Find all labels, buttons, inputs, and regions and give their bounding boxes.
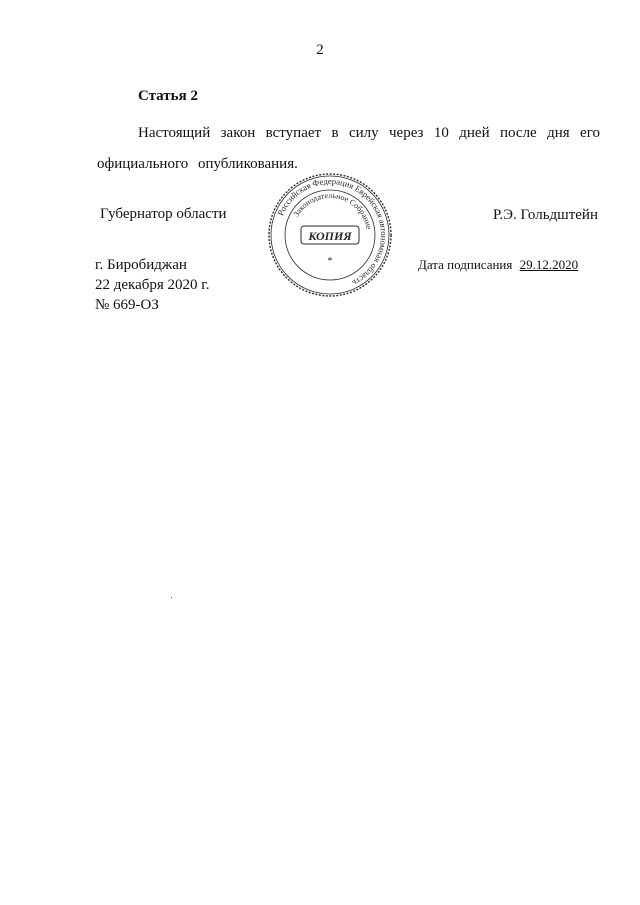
- scan-artifact-dot: [171, 597, 172, 598]
- signing-date-label: Дата подписания: [418, 257, 513, 272]
- signer-title: Губернатор области: [100, 206, 227, 222]
- signing-date-value: 29.12.2020: [519, 257, 579, 272]
- seal-outer-text: Российская Федерация Еврейская автономная область: [275, 175, 390, 289]
- seal-star-icon: *: [327, 256, 333, 267]
- seal-graphic: [265, 171, 395, 299]
- signer-name: Р.Э. Гольдштейн: [492, 207, 598, 223]
- law-date: 22 декабря 2020 г.: [95, 277, 210, 293]
- signing-date-block: [418, 257, 578, 273]
- law-number: № 669-ОЗ: [95, 297, 159, 313]
- place-date-block: [95, 255, 210, 315]
- seal-inner-text: Законодательное Собрание: [291, 190, 374, 231]
- page-number: 2: [316, 42, 324, 58]
- official-seal-stamp: [265, 171, 395, 299]
- article-body-text: Настоящий закон вступает в силу через 10 дней после дня его официального опубликования.: [97, 125, 600, 172]
- place-city: г. Биробиджан: [95, 257, 187, 273]
- seal-copy-label: КОПИЯ: [308, 229, 352, 243]
- article-heading: Статья 2: [138, 88, 198, 104]
